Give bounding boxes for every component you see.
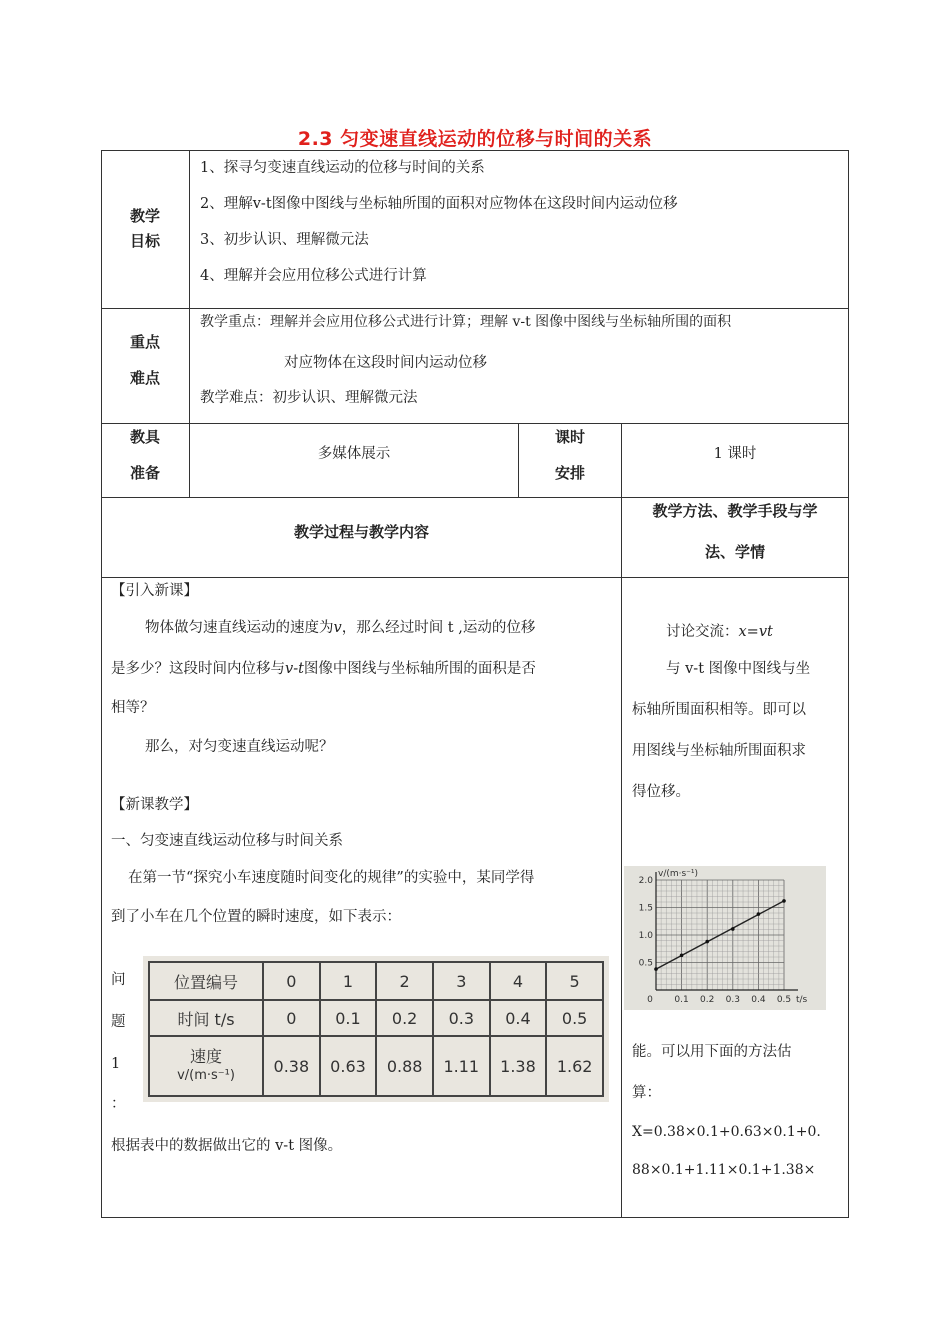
x-axis-label: t/s xyxy=(796,995,808,1005)
table-cell: 0.2 xyxy=(376,1000,433,1036)
vt-symbol: v-t xyxy=(285,661,304,677)
table-cell: 5 xyxy=(546,962,603,1000)
data-table xyxy=(148,961,604,1097)
data-point xyxy=(757,912,761,916)
table-row xyxy=(149,962,603,1000)
question-label: 1 xyxy=(111,1056,121,1072)
velocity-symbol: v xyxy=(333,620,342,636)
intro-paragraph-line xyxy=(111,662,536,677)
side-text: 标轴所围面积相等。即可以 xyxy=(632,702,806,718)
intro-text: ，那么经过时间 t ,运动的位移 xyxy=(341,620,536,636)
row-divider xyxy=(101,308,849,309)
time-value: 1 课时 xyxy=(713,446,757,462)
data-table-photo xyxy=(143,956,609,1102)
data-point xyxy=(654,967,658,971)
table-border-left xyxy=(101,150,102,1218)
table-cell: 4 xyxy=(490,962,547,1000)
focus-line-1: 教学重点：理解并会应用位移公式进行计算；理解 v-t 图像中图线与坐标轴所围的面积 xyxy=(200,314,732,330)
main-col-divider xyxy=(621,423,622,1218)
objective-item: 3、初步认识、理解微元法 xyxy=(200,232,369,248)
y-tick-label: 1.0 xyxy=(638,931,653,941)
tools-value: 多媒体展示 xyxy=(317,446,391,462)
x-tick-label: 0.1 xyxy=(674,995,689,1005)
table-cell: 0.1 xyxy=(320,1000,377,1036)
table-cell: 0.38 xyxy=(263,1036,320,1096)
data-point xyxy=(705,940,709,944)
prep-col-divider xyxy=(518,423,519,497)
side-text: 算： xyxy=(632,1085,661,1101)
method-header-1: 教学方法、教学手段与学 xyxy=(652,502,818,520)
page-title: 2.3 匀变速直线运动的位移与时间的关系 xyxy=(297,128,653,150)
intro-heading: 【引入新课】 xyxy=(111,583,198,599)
new-lesson-heading: 【新课教学】 xyxy=(111,797,198,813)
calc-line: 88×0.1+1.11×0.1+1.38× xyxy=(632,1162,816,1178)
table-row-label xyxy=(149,1036,263,1096)
calc-line: X=0.38×0.1+0.63×0.1+0. xyxy=(632,1124,821,1140)
table-cell: 1.62 xyxy=(546,1036,603,1096)
table-cell: 0.4 xyxy=(490,1000,547,1036)
table-border-right xyxy=(848,150,849,1218)
intro-text: 物体做匀速直线运动的速度为 xyxy=(145,620,334,636)
table-cell: 3 xyxy=(433,962,490,1000)
time-label-1: 课时 xyxy=(555,428,586,446)
experiment-text: 在第一节“探究小车速度随时间变化的规律”的实验中，某同学得 xyxy=(128,870,535,886)
discuss-formula: x=vt xyxy=(738,624,773,640)
table-cell: 1.11 xyxy=(433,1036,490,1096)
x-tick-label: 0.4 xyxy=(751,995,766,1005)
table-cell: 0.3 xyxy=(433,1000,490,1036)
table-row-label: 位置编号 xyxy=(149,962,263,1000)
x-tick-label: 0.5 xyxy=(776,995,792,1005)
objective-item: 1、探寻匀变速直线运动的位移与时间的关系 xyxy=(200,160,485,176)
objective-item: 2、理解v-t图像中图线与坐标轴所围的面积对应物体在这段时间内运动位移 xyxy=(200,196,678,212)
table-cell: 0 xyxy=(263,962,320,1000)
discuss-line xyxy=(666,625,773,640)
label-col-divider xyxy=(189,150,190,497)
difficulty-line: 教学难点：初步认识、理解微元法 xyxy=(200,390,418,406)
question-label: 题 xyxy=(111,1014,126,1030)
discuss-label: 讨论交流： xyxy=(666,624,739,640)
x-tick-label: 0.3 xyxy=(725,995,740,1005)
table-row xyxy=(149,1000,603,1036)
section-heading: 一、匀变速直线运动位移与时间关系 xyxy=(111,833,343,849)
table-cell: 0.88 xyxy=(376,1036,433,1096)
objective-item: 4、理解并会应用位移公式进行计算 xyxy=(200,268,427,284)
task-text: 根据表中的数据做出它的 v-t 图像。 xyxy=(111,1138,343,1154)
side-text: 能。可以用下面的方法估 xyxy=(632,1044,792,1060)
speed-label: 速度 xyxy=(189,1047,222,1067)
table-border-bottom xyxy=(101,1217,849,1218)
intro-paragraph-line: 相等？ xyxy=(111,700,155,716)
objectives-label-2: 目标 xyxy=(130,232,161,250)
table-cell: 0.63 xyxy=(320,1036,377,1096)
x-tick-label: 0 xyxy=(647,995,653,1005)
table-cell: 0.5 xyxy=(546,1000,603,1036)
intro-text: 是多少？这段时间内位移与 xyxy=(111,661,285,677)
objectives-label-1: 教学 xyxy=(130,207,161,225)
intro-text: 图像中图线与坐标轴所围的面积是否 xyxy=(303,661,536,677)
table-row-label: 时间 t/s xyxy=(149,1000,263,1036)
row-divider xyxy=(101,577,849,578)
x-tick-label: 0.2 xyxy=(700,995,715,1005)
vt-graph xyxy=(624,866,826,1010)
process-header: 教学过程与教学内容 xyxy=(293,523,429,541)
y-tick-label: 0.5 xyxy=(638,958,653,969)
y-axis-label: v/(m·s⁻¹) xyxy=(658,869,699,879)
table-cell: 2 xyxy=(376,962,433,1000)
row-divider xyxy=(101,423,849,424)
question-label: 问 xyxy=(111,972,126,988)
intro-question: 那么，对匀变速直线运动呢？ xyxy=(145,739,334,755)
table-cell: 0 xyxy=(263,1000,320,1036)
method-header-2: 法、学情 xyxy=(704,543,765,561)
y-tick-label: 1.5 xyxy=(638,903,653,914)
side-text: 得位移。 xyxy=(632,784,690,800)
tools-label-1: 教具 xyxy=(130,428,161,446)
speed-unit: v/(m·s⁻¹) xyxy=(177,1067,235,1083)
table-cell: 1.38 xyxy=(490,1036,547,1096)
table-border-top xyxy=(101,150,849,151)
tools-label-2: 准备 xyxy=(130,464,161,482)
intro-paragraph-line xyxy=(145,621,535,636)
vt-graph-photo xyxy=(624,866,826,1010)
side-text: 与 v-t 图像中图线与坐 xyxy=(666,661,811,677)
data-point xyxy=(680,954,684,958)
question-label: ： xyxy=(111,1096,126,1112)
time-label-2: 安排 xyxy=(555,464,586,482)
y-tick-label: 2.0 xyxy=(638,876,653,886)
focus-line-2: 对应物体在这段时间内运动位移 xyxy=(284,355,487,371)
keypoints-label-2: 难点 xyxy=(130,369,161,387)
table-row xyxy=(149,1036,603,1096)
keypoints-label-1: 重点 xyxy=(130,333,161,351)
experiment-text: 到了小车在几个位置的瞬时速度，如下表示： xyxy=(111,909,401,925)
data-point xyxy=(731,927,735,931)
table-cell: 1 xyxy=(320,962,377,1000)
data-point xyxy=(782,899,786,903)
row-divider xyxy=(101,497,849,498)
side-text: 用图线与坐标轴所围面积求 xyxy=(632,743,806,759)
